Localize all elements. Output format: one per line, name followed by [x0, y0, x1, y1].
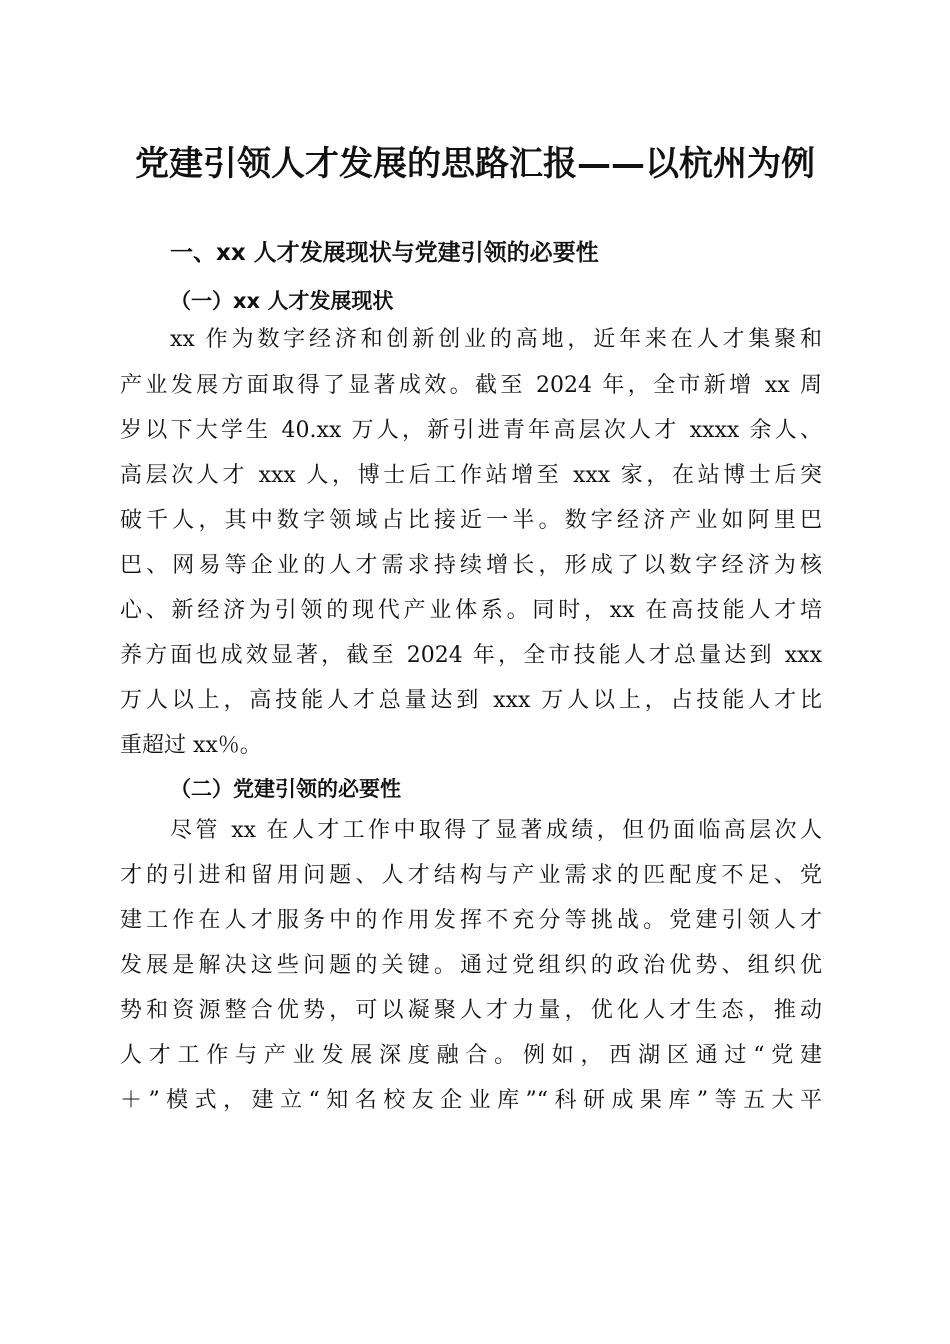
paragraph-line: 高层次人才 xxx 人，博士后工作站增至 xxx 家，在站博士后突: [120, 463, 822, 488]
paragraph-line: 建工作在人才服务中的作用发挥不充分等挑战。党建引领人才: [120, 908, 822, 933]
paragraph-line: 养方面也成效显著，截至 2024 年，全市技能人才总量达到 xxx: [120, 643, 822, 668]
subsection-heading: （一）xx 人才发展现状: [170, 289, 394, 313]
paragraph-line: 巴、网易等企业的人才需求持续增长，形成了以数字经济为核: [120, 553, 822, 578]
paragraph-line: 万人以上，高技能人才总量达到 xxx 万人以上，占技能人才比: [120, 688, 822, 713]
paragraph-line: 产业发展方面取得了显著成效。截至 2024 年，全市新增 xx 周: [120, 373, 822, 398]
paragraph-line: 破千人，其中数字领域占比接近一半。数字经济产业如阿里巴: [120, 508, 822, 533]
paragraph-line: 人才工作与产业发展深度融合。例如，西湖区通过“党建: [120, 1043, 822, 1068]
section-heading: 一、xx 人才发展现状与党建引领的必要性: [170, 240, 599, 266]
paragraph-line: 心、新经济为引领的现代产业体系。同时，xx 在高技能人才培: [120, 598, 822, 623]
paragraph-line: 岁以下大学生 40.xx 万人，新引进青年高层次人才 xxxx 余人、: [120, 418, 822, 443]
paragraph-line: xx 作为数字经济和创新创业的高地，近年来在人才集聚和: [170, 327, 822, 352]
paragraph-line: 重超过 xx％。: [120, 733, 262, 758]
paragraph-line: 发展是解决这些问题的关键。通过党组织的政治优势、组织优: [120, 953, 822, 978]
page-title: 党建引领人才发展的思路汇报——以杭州为例: [135, 144, 815, 184]
subsection-heading: （二）党建引领的必要性: [170, 777, 401, 801]
paragraph-line: 尽管 xx 在人才工作中取得了显著成绩，但仍面临高层次人: [170, 818, 822, 843]
paragraph-line: 才的引进和留用问题、人才结构与产业需求的匹配度不足、党: [120, 863, 822, 888]
paragraph-line: 势和资源整合优势，可以凝聚人才力量，优化人才生态，推动: [120, 998, 822, 1023]
paragraph-line: ＋”模式，建立“知名校友企业库”“科研成果库”等五大平: [120, 1088, 822, 1113]
